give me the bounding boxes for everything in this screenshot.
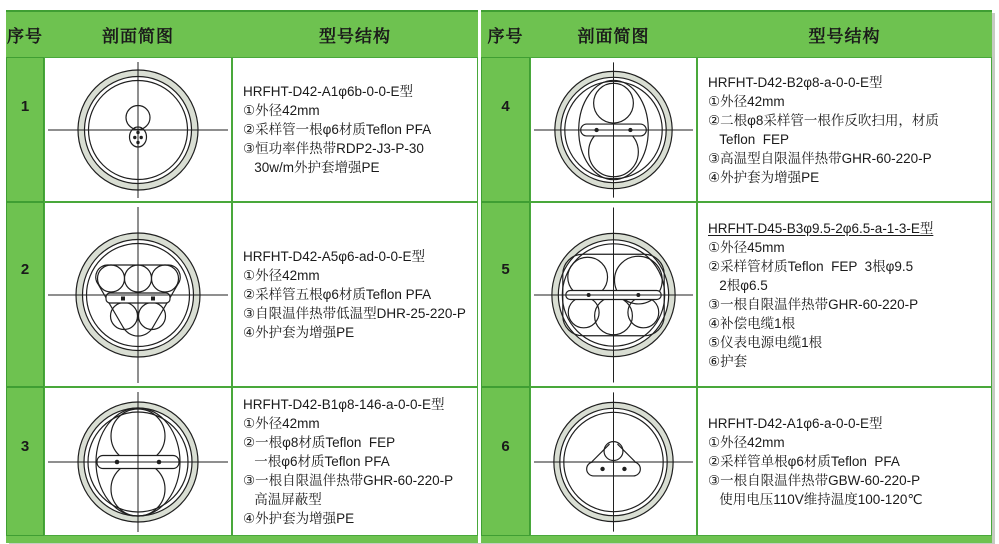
- spec-table-right: [481, 10, 992, 543]
- spec-line: ③一根自限温伴热带GBW-60-220-P: [708, 473, 921, 488]
- header-section-diagram: 剖面简图: [44, 12, 232, 57]
- row-number-cell: [6, 202, 44, 387]
- spec-line: ③恒功率伴热带RDP2-J3-P-30: [243, 141, 424, 156]
- spec-lines: [708, 238, 987, 371]
- cross-section-diagram-icon: [531, 206, 696, 384]
- model-title: HRFHT-D42-B1φ8-146-a-0-0-E型: [243, 397, 445, 412]
- spec-line: ①外径42mm: [708, 435, 785, 450]
- spec-line: ①外径45mm: [708, 239, 785, 255]
- spec-line: 使用电压110V维持温度100-120℃: [708, 492, 923, 507]
- cross-section-diagram-icon: [531, 61, 696, 199]
- spec-line: 一根φ6材质Teflon PFA: [243, 454, 390, 469]
- cross-section-diagram-icon: [45, 391, 231, 533]
- spec-line: 30w/m外护套增强PE: [243, 160, 380, 175]
- spec-lines: [243, 414, 473, 528]
- spec-line: ③自限温伴热带低温型DHR-25-220-P: [243, 306, 466, 321]
- spec-line: 高温屏蔽型: [243, 492, 322, 507]
- header-serial-number: 序号: [6, 12, 44, 57]
- diagram-cell: [44, 202, 232, 387]
- spec-line: ①外径42mm: [243, 103, 320, 118]
- row-number: 6: [501, 438, 510, 455]
- diagram-cell: [44, 57, 232, 202]
- diagram-cell: [530, 202, 697, 387]
- cross-section-diagram-icon: [45, 61, 231, 199]
- row-number-cell: [6, 57, 44, 202]
- model-cell: [232, 387, 478, 536]
- spec-line: ②采样管五根φ6材质Teflon PFA: [243, 287, 432, 302]
- model-cell: [697, 57, 992, 202]
- cross-section-diagram-icon: [531, 391, 696, 533]
- spec-line: ④外护套为增强PE: [708, 169, 820, 185]
- model-cell: [697, 387, 992, 536]
- spec-lines: [708, 433, 987, 509]
- diagram-cell: [530, 57, 697, 202]
- header-model-structure: 型号结构: [232, 12, 478, 57]
- model-title: HRFHT-D42-A5φ6-ad-0-0-E型: [243, 249, 426, 264]
- diagram-cell: [530, 387, 697, 536]
- row-number-cell: [481, 202, 530, 387]
- spec-line: ⑤仪表电源电缆1根: [708, 334, 823, 350]
- spec-line: ⑥护套: [708, 353, 748, 369]
- row-number-cell: [481, 57, 530, 202]
- spec-lines: [243, 101, 473, 177]
- spec-line: ③一根自限温伴热带GHR-60-220-P: [708, 296, 919, 312]
- spec-line: ④补偿电缆1根: [708, 315, 796, 331]
- model-title: HRFHT-D42-B2φ8-a-0-0-E型: [708, 74, 883, 90]
- header-section-diagram: 剖面简图: [530, 12, 697, 57]
- spec-line: ③高温型自限温伴热带GHR-60-220-P: [708, 150, 932, 166]
- spec-line: ①外径42mm: [708, 93, 785, 109]
- row-number: 3: [20, 438, 30, 455]
- spec-line: ②采样管单根φ6材质Teflon PFA: [708, 454, 900, 469]
- spec-lines: [243, 266, 473, 342]
- spec-line: ①外径42mm: [243, 416, 320, 431]
- row-number: 1: [20, 98, 30, 115]
- spec-table-left: [6, 10, 478, 543]
- model-title: HRFHT-D42-A1φ6b-0-0-E型: [243, 84, 414, 99]
- model-title: HRFHT-D42-A1φ6-a-0-0-E型: [708, 416, 883, 431]
- spec-line: ②采样管材质Teflon FEP 3根φ9.5: [708, 258, 914, 274]
- row-number: 5: [501, 261, 510, 278]
- row-number: 4: [501, 98, 510, 115]
- spec-line: ④外护套为增强PE: [243, 325, 355, 340]
- spec-line: ④外护套为增强PE: [243, 511, 355, 526]
- row-number-cell: [6, 387, 44, 536]
- spec-line: 2根φ6.5: [708, 277, 768, 293]
- spec-line: ②一根φ8材质Teflon FEP: [243, 435, 396, 450]
- spec-lines: [708, 92, 987, 187]
- row-number: 2: [20, 261, 30, 278]
- header-serial-number: 序号: [481, 12, 530, 57]
- header-model-structure: 型号结构: [697, 12, 992, 57]
- diagram-cell: [44, 387, 232, 536]
- model-cell: [232, 57, 478, 202]
- cross-section-diagram-icon: [45, 206, 231, 384]
- spec-line: ②二根φ8采样管一根作反吹扫用，材质: [708, 112, 939, 128]
- spec-line: ③一根自限温伴热带GHR-60-220-P: [243, 473, 454, 488]
- model-title: HRFHT-D45-B3φ9.5-2φ6.5-a-1-3-E型: [708, 220, 934, 236]
- spec-tables: [6, 10, 992, 543]
- row-number-cell: [481, 387, 530, 536]
- spec-line: Teflon FEP: [708, 131, 790, 147]
- spec-line: ①外径42mm: [243, 268, 320, 283]
- model-cell: [697, 202, 992, 387]
- model-cell: [232, 202, 478, 387]
- spec-line: ②采样管一根φ6材质Teflon PFA: [243, 122, 432, 137]
